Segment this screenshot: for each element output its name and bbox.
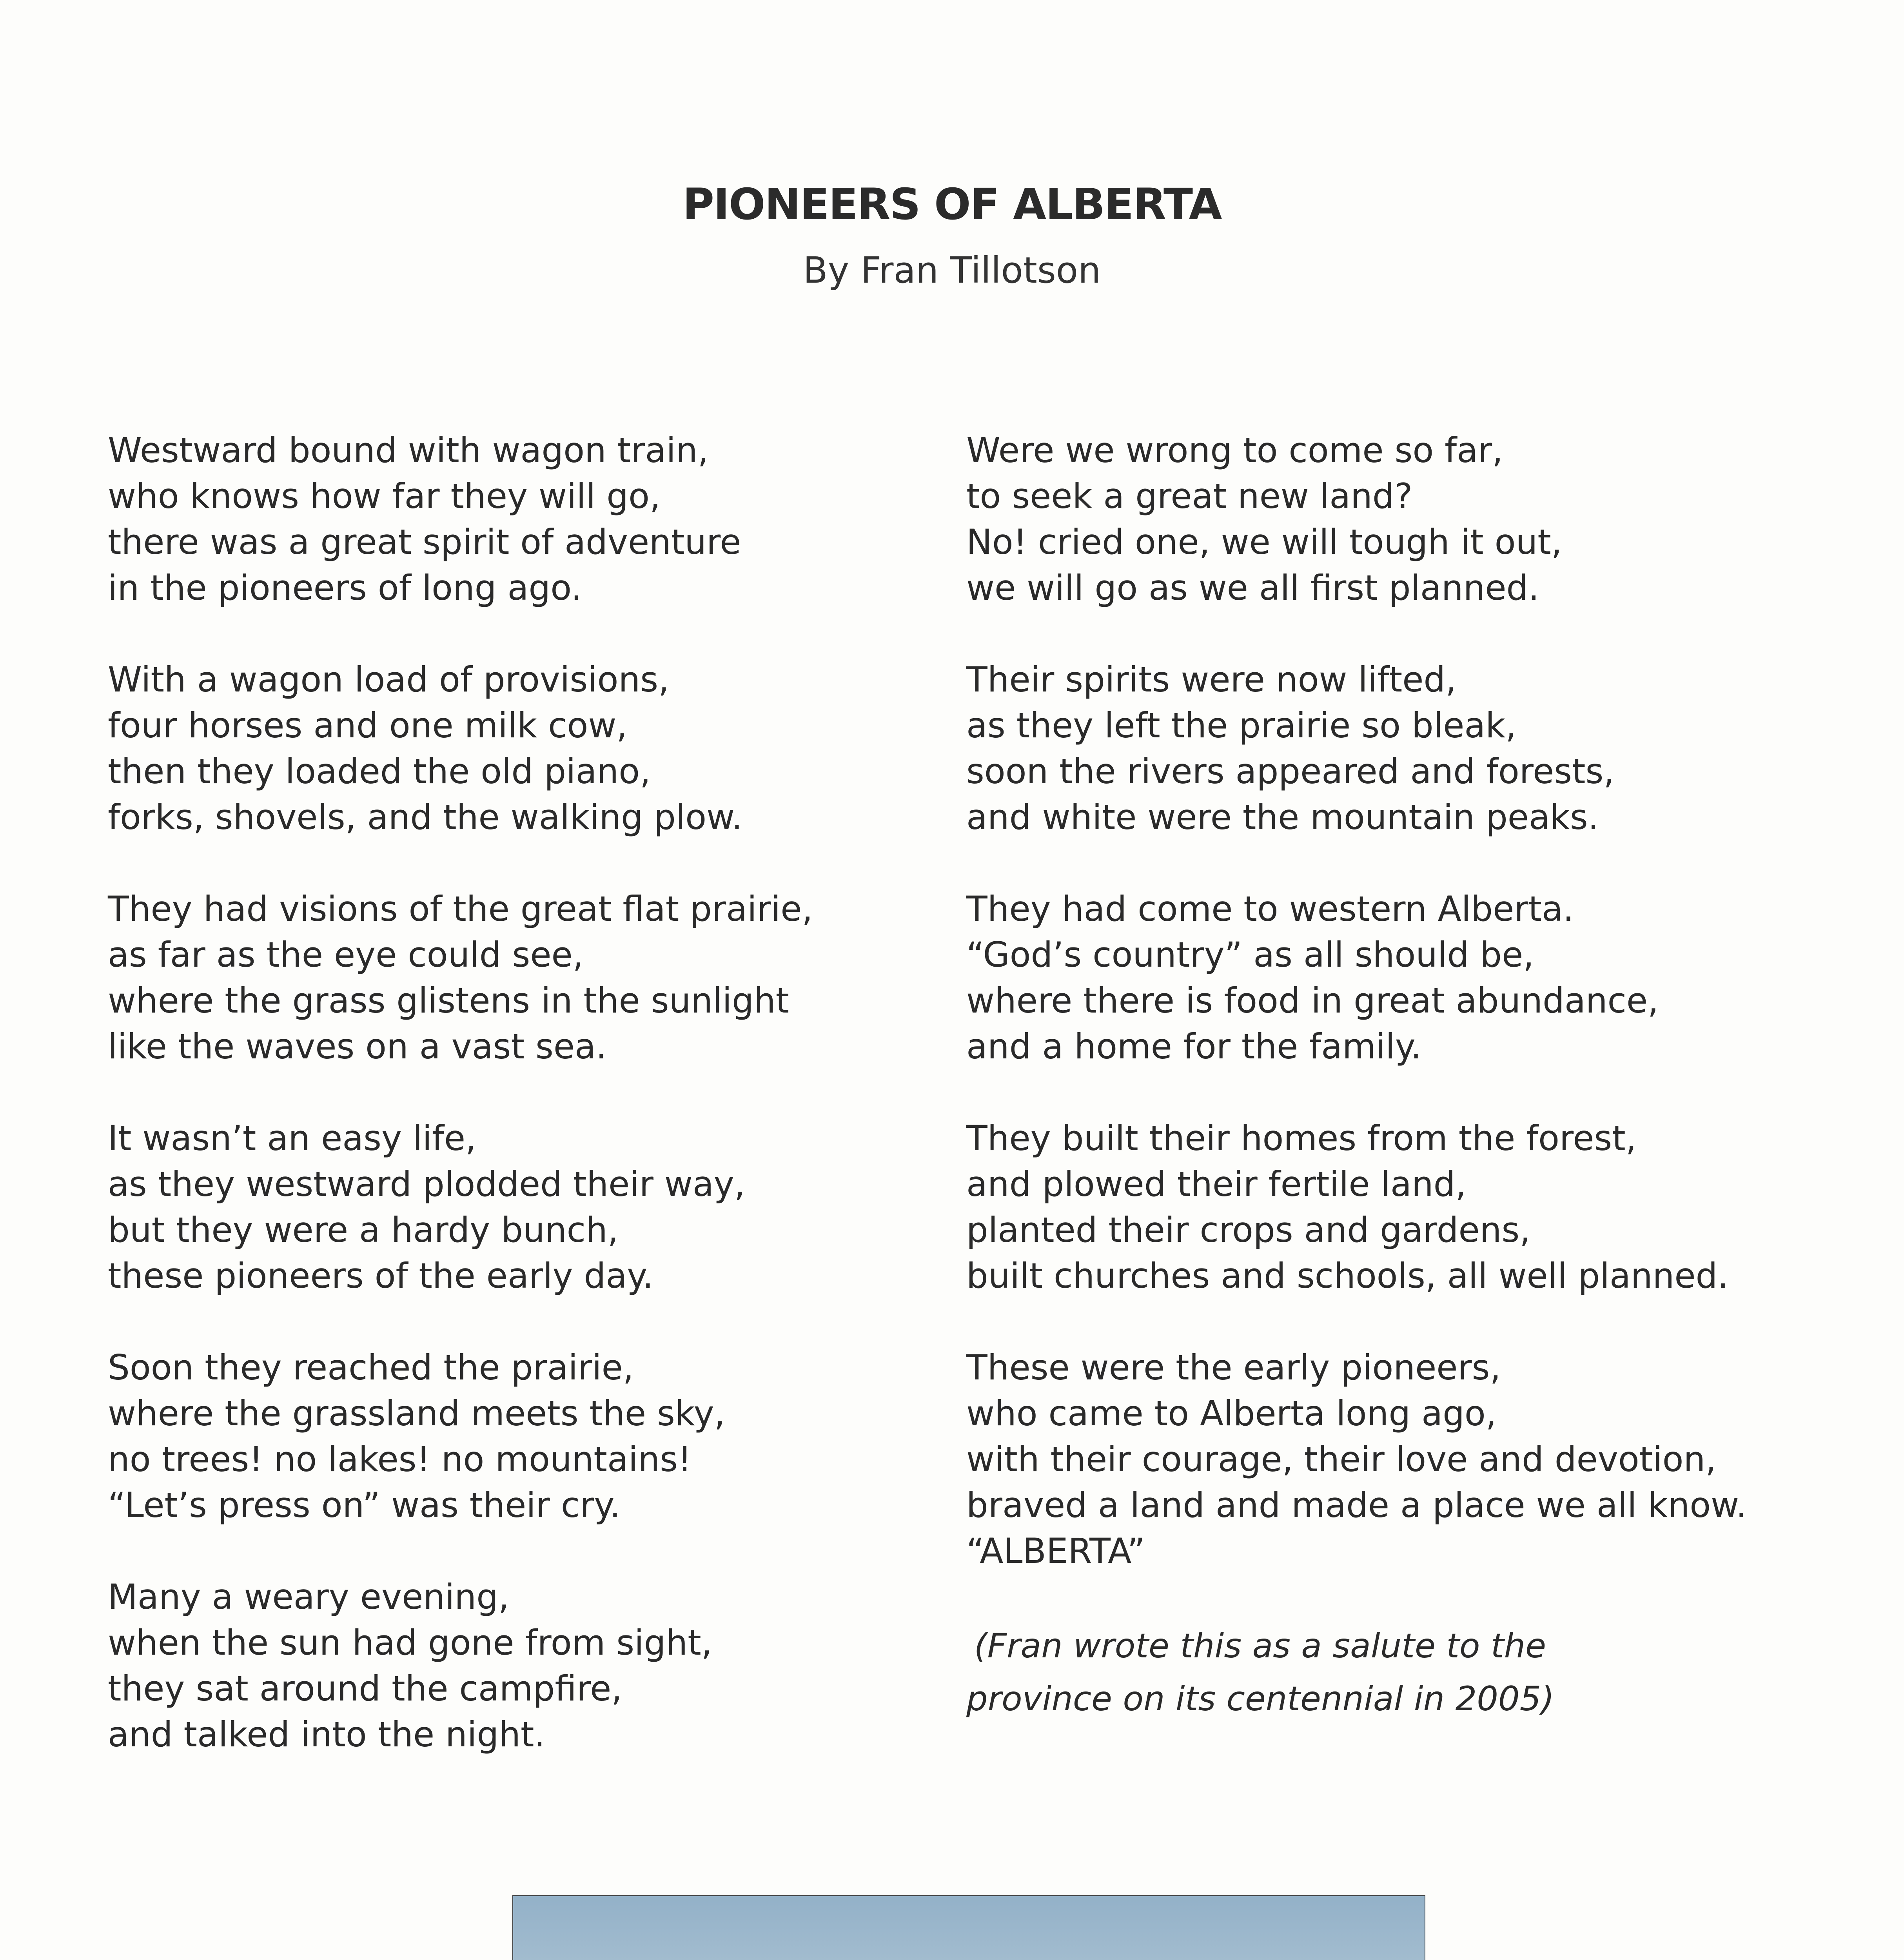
poem-line: “Let’s press on” was their cry. [108,1485,621,1525]
poem-line: but they were a hardy bunch, [108,1210,619,1250]
stanza [108,1115,951,1299]
poem-line: with their courage, their love and devotion, [966,1439,1717,1479]
poem-right-column [966,427,1809,1726]
poem-line: we will go as we all first planned. [966,568,1539,608]
poem-line: as far as the eye could see, [108,935,584,975]
poem-line: as they westward plodded their way, [108,1164,745,1204]
poem-left-column [108,427,951,1803]
poem-line: No! cried one, we will tough it out, [966,522,1562,562]
poem-line: Soon they reached the prairie, [108,1347,634,1388]
poem-line: Many a weary evening, [108,1577,510,1617]
poem-line: when the sun had gone from sight, [108,1622,712,1663]
poem-line: and plowed their fertile land, [966,1164,1467,1204]
note-line: province on its centennial in 2005) [966,1679,1554,1719]
stanza [108,886,951,1069]
poem-line: built churches and schools, all well planned. [966,1256,1729,1296]
poem-line: “God’s country” as all should be, [966,935,1534,975]
stanza [966,1345,1809,1574]
poem-line: as they left the prairie so bleak, [966,705,1517,746]
stanza [966,886,1809,1069]
poem-line: They built their homes from the forest, [966,1118,1637,1158]
poem-line: in the pioneers of long ago. [108,568,582,608]
poem-line: These were the early pioneers, [966,1347,1501,1388]
poem-line: They had visions of the great flat prairie, [108,889,813,929]
poem-line: and a home for the family. [966,1026,1422,1067]
poem-line: Were we wrong to come so far, [966,430,1503,470]
landscape-illustration [513,1896,1425,1960]
poem-line: who came to Alberta long ago, [966,1393,1497,1434]
poem-line: braved a land and made a place we all know. [966,1485,1747,1525]
poem-line: It wasn’t an easy life, [108,1118,477,1158]
poem-line: and talked into the night. [108,1714,545,1755]
sky [513,1896,1425,1960]
poem-line: then they loaded the old piano, [108,751,651,791]
poem-line: forks, shovels, and the walking plow. [108,797,742,837]
poem-line: who knows how far they will go, [108,476,661,516]
poem-line: where the grassland meets the sky, [108,1393,725,1434]
poem-line: Their spirits were now lifted, [966,659,1457,700]
note-line: (Fran wrote this as a salute to the [974,1626,1546,1666]
stanza [108,427,951,611]
stanza [108,657,951,840]
poem-line: soon the rivers appeared and forests, [966,751,1615,791]
poem-line: these pioneers of the early day. [108,1256,653,1296]
poem-line: and white were the mountain peaks. [966,797,1599,837]
poem-line: where the grass glistens in the sunlight [108,980,790,1021]
poem-line: to seek a great new land? [966,476,1413,516]
poem-byline: By Fran Tillotson [803,249,1101,291]
poem-line: four horses and one milk cow, [108,705,628,746]
poem-line: like the waves on a vast sea. [108,1026,607,1067]
stanza [966,1115,1809,1299]
poem-line: With a wagon load of provisions, [108,659,670,700]
poem-line: They had come to western Alberta. [966,889,1574,929]
stanza [966,657,1809,840]
big-rock-photo [512,1895,1425,1960]
poem-line: “ALBERTA” [966,1531,1145,1571]
poem-line: no trees! no lakes! no mountains! [108,1439,692,1479]
stanza [108,1574,951,1757]
poem-line: planted their crops and gardens, [966,1210,1531,1250]
poem-line: there was a great spirit of adventure [108,522,741,562]
poem-line: where there is food in great abundance, [966,980,1659,1021]
stanza [966,427,1809,611]
stanza [108,1345,951,1528]
poem-line: Westward bound with wagon train, [108,430,709,470]
author-note [966,1620,1809,1726]
poem-title: PIONEERS OF ALBERTA [682,179,1222,229]
poem-line: they sat around the campfire, [108,1668,623,1709]
